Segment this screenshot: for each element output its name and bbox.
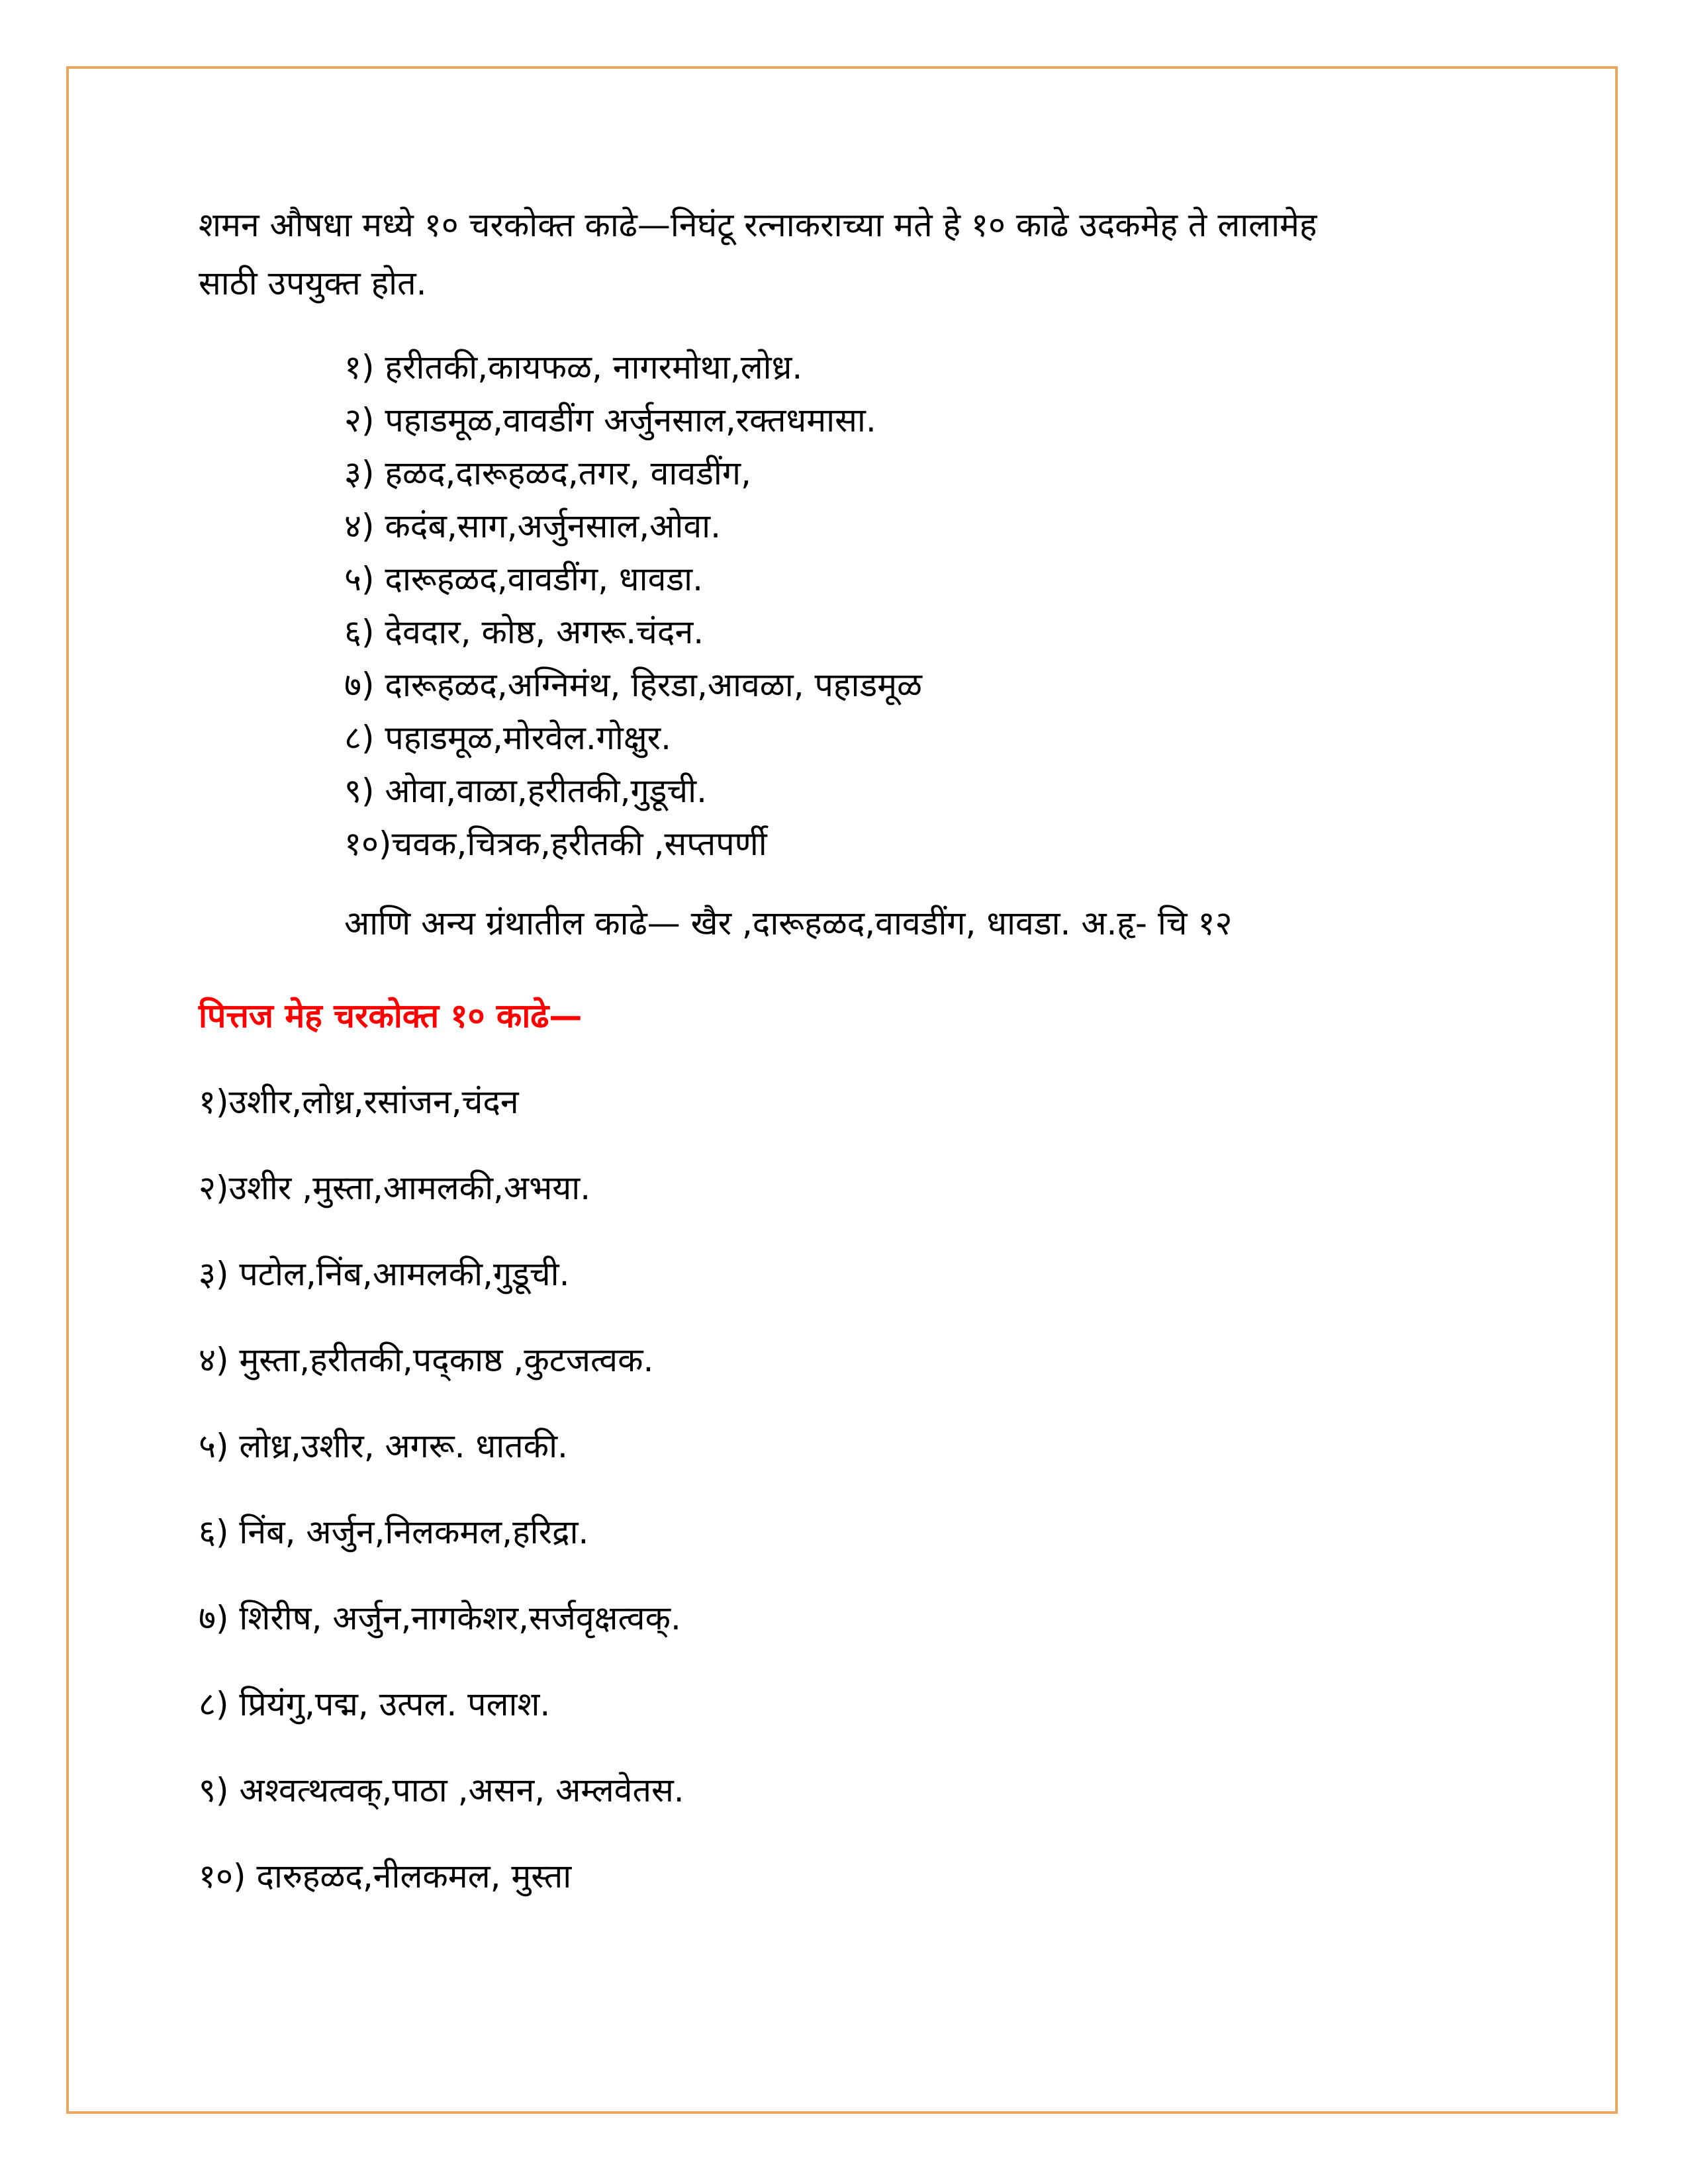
list-b-item-6: ६) निंब, अर्जुन,निलकमल,हरिद्रा. — [199, 1513, 589, 1551]
list-a-item-6: ६) देवदार, कोष्ठ, अगरू.चंदन. — [344, 613, 704, 651]
list-a-item-8: ८) पहाडमूळ,मोरवेल.गोक्षुर. — [344, 719, 672, 757]
section-heading: पित्तज मेह चरकोक्त १० काढे— — [199, 997, 583, 1035]
list-b-item-4: ४) मुस्ता,हरीतकी,पद्काष्ठ ,कुटजत्वक. — [199, 1341, 654, 1379]
list-a-item-9: ९) ओवा,वाळा,हरीतकी,गुडूची. — [344, 772, 707, 810]
intro-line-1: शमन औषधा मध्ये १० चरकोक्त काढे—निघंटू रत्नाकराच्या मते हे १० काढे उदकमेह ते लालामेह — [199, 206, 1317, 244]
list-b-item-2: २)उशीर ,मुस्ता,आमलकी,अभया. — [199, 1169, 591, 1207]
list-a-item-10: १०)चवक,चित्रक,हरीतकी ,सप्तपर्णी — [344, 825, 767, 863]
list-a-item-7: ७) दारूहळद,अग्निमंथ, हिरडा,आवळा, पहाडमूळ — [344, 666, 923, 704]
intro-line-2: साठी उपयुक्त होत. — [199, 264, 427, 302]
list-a-item-5: ५) दारूहळद,वावडींग, धावडा. — [344, 560, 704, 598]
list-b-item-3: ३) पटोल,निंब,आमलकी,गुडूची. — [199, 1255, 570, 1293]
list-b-item-8: ८) प्रियंगु,पद्म, उत्पल. पलाश. — [199, 1685, 551, 1723]
other-texts-line: आणि अन्य ग्रंथातील काढे— खैर ,दारूहळद,वावडींग, धावडा. अ.हृ- चि १२ — [344, 904, 1233, 942]
list-b-item-1: १)उशीर,लोध्र,रसांजन,चंदन — [199, 1083, 519, 1121]
list-a-item-4: ४) कदंब,साग,अर्जुनसाल,ओवा. — [344, 507, 721, 545]
list-a-item-2: २) पहाडमूळ,वावडींग अर्जुनसाल,रक्तधमासा. — [344, 401, 876, 439]
list-a-item-1: १) हरीतकी,कायफळ, नागरमोथा,लोध्र. — [344, 348, 803, 387]
list-b-item-5: ५) लोध्र,उशीर, अगरू. धातकी. — [199, 1427, 568, 1465]
list-b-item-7: ७) शिरीष, अर्जुन,नागकेशर,सर्जवृक्षत्वक्. — [199, 1599, 681, 1637]
list-b-item-9: ९) अश्वत्थत्वक्,पाठा ,असन, अम्लवेतस. — [199, 1771, 684, 1809]
list-b-item-10: १०) दारुहळद,नीलकमल, मुस्ता — [199, 1857, 572, 1895]
list-a-item-3: ३) हळद,दारूहळद,तगर, वावडींग, — [344, 454, 751, 492]
